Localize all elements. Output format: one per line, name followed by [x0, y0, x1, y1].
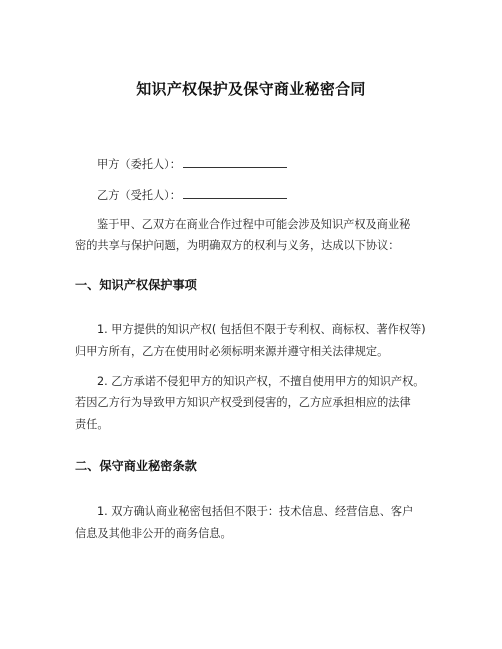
section-1-para-2-line-1: 2. 乙方承诺不侵犯甲方的知识产权，不擅自使用甲方的知识产权。: [97, 375, 425, 388]
party-b-line: [97, 188, 287, 203]
section-1-para-1-line-1: 1. 甲方提供的知识产权( 包括但不限于专利权、商标权、著作权等): [97, 323, 426, 336]
party-b-label: 乙方（受托人）：: [97, 189, 181, 202]
section-2-heading: 二、保守商业秘密条款: [75, 459, 197, 473]
section-1-heading: 一、知识产权保护事项: [75, 278, 197, 292]
section-1-para-2-line-2: 若因乙方行为导致甲方知识产权受到侵害的，乙方应承担相应的法律: [75, 396, 411, 409]
party-a-blank: [183, 157, 287, 168]
section-2-para-1-line-1: 1. 双方确认商业秘密包括但不限于：技术信息、经营信息、客户: [97, 505, 414, 518]
preamble-line-1: 鉴于甲、乙双方在商业合作过程中可能会涉及知识产权及商业秘: [97, 218, 411, 231]
contract-title: 知识产权保护及保守商业秘密合同: [136, 80, 366, 98]
party-b-blank: [183, 188, 287, 199]
party-a-label: 甲方（委托人）：: [97, 158, 181, 171]
section-1-para-2-line-3: 责任。: [75, 418, 109, 431]
section-1-para-1-line-2: 归甲方所有，乙方在使用时必须标明来源并遵守相关法律规定。: [75, 345, 389, 358]
preamble-line-2: 密的共享与保护问题，为明确双方的权利与义务，达成以下协议：: [75, 239, 400, 252]
party-a-line: [97, 157, 287, 172]
section-2-para-1-line-2: 信息及其他非公开的商务信息。: [75, 527, 232, 540]
